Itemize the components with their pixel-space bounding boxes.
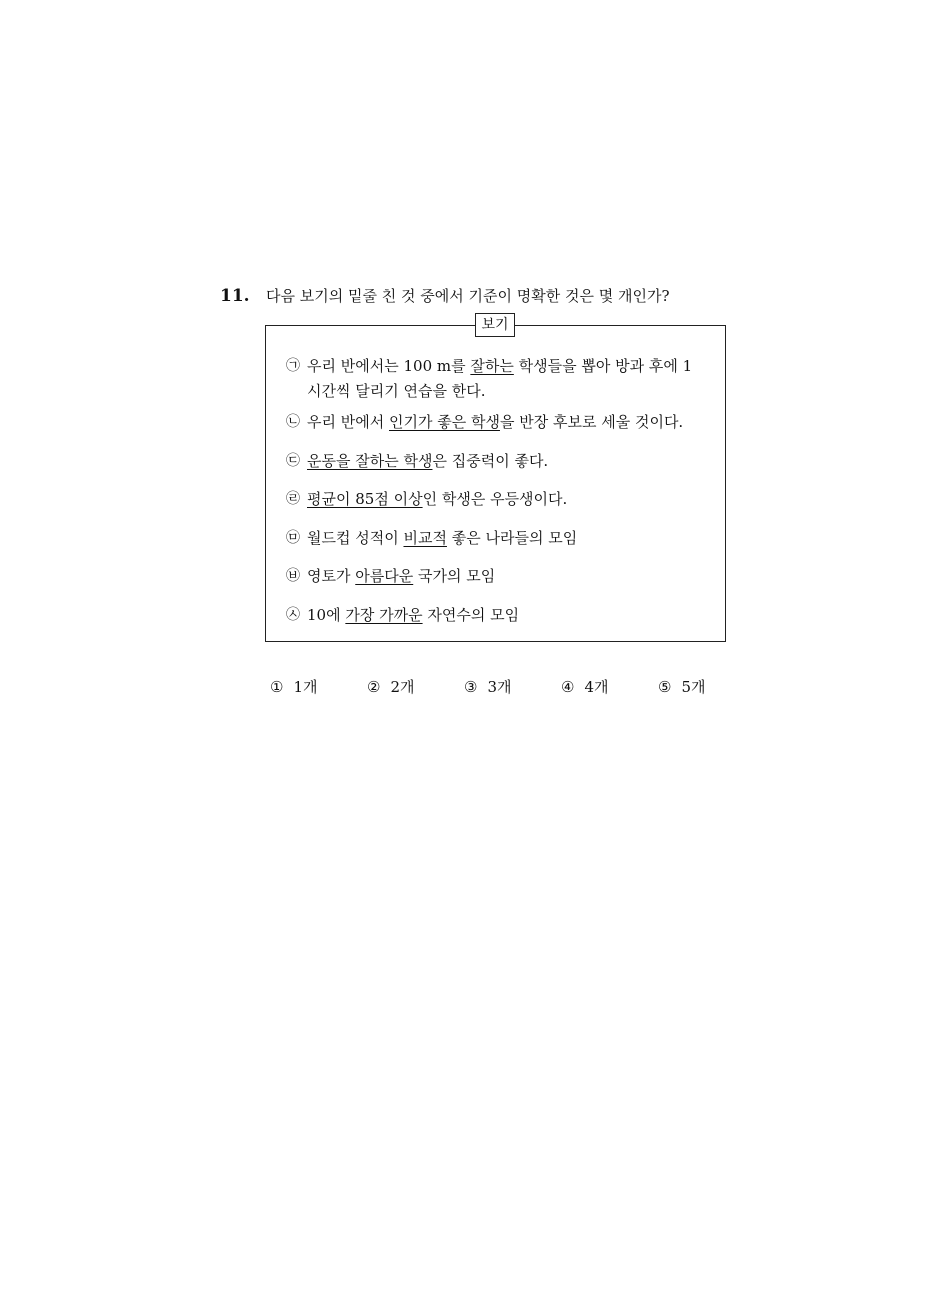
- bogi-item-6: [283, 564, 703, 589]
- choice-number: ③: [464, 678, 478, 696]
- item-line: [307, 449, 727, 474]
- choice-3[interactable]: [464, 675, 512, 699]
- item-text: 영토가: [307, 567, 356, 585]
- item-marker: ㉠: [286, 358, 300, 374]
- question-number: 11.: [220, 286, 250, 306]
- item-text: 좋은 나라들의 모임: [446, 529, 578, 547]
- item-underlined-text: 평균이 85점 이상: [307, 490, 423, 508]
- item-underlined-text: 운동을 잘하는 학생: [307, 452, 433, 470]
- choice-text: 5개: [681, 678, 706, 696]
- item-line: [307, 410, 727, 435]
- bogi-label: 보기: [475, 313, 515, 337]
- item-text: 국가의 모임: [413, 567, 496, 585]
- bogi-item-7: [283, 603, 703, 628]
- item-underlined-text: 잘하는: [470, 357, 514, 375]
- choice-5[interactable]: [658, 675, 706, 699]
- choice-text: 4개: [584, 678, 609, 696]
- item-text: 우리 반에서: [307, 413, 389, 431]
- item-marker: ㉣: [286, 491, 300, 507]
- item-marker: ㉢: [286, 453, 300, 469]
- item-line: [307, 354, 727, 379]
- bogi-item-4: [283, 487, 703, 512]
- item-line: [307, 487, 727, 512]
- choice-number: ①: [270, 678, 284, 696]
- item-marker: ㉤: [286, 530, 300, 546]
- item-text: 인 학생은 우등생이다.: [422, 490, 568, 508]
- question-header: [220, 284, 740, 308]
- item-line: [307, 564, 727, 589]
- item-line: [307, 526, 727, 551]
- item-marker: ㉥: [286, 568, 300, 584]
- item-underlined-text: 가장 가까운: [345, 606, 423, 624]
- item-text: 학생들을 뽑아 방과 후에 1: [513, 357, 693, 375]
- item-marker: ㉦: [286, 607, 300, 623]
- item-line: [307, 603, 727, 628]
- item-text: 자연수의 모임: [422, 606, 520, 624]
- choice-text: 1개: [293, 678, 318, 696]
- item-text: 10에: [307, 606, 346, 624]
- bogi-item-3: [283, 449, 703, 474]
- item-underlined-text: 인기가 좋은 학생: [389, 413, 500, 431]
- item-line: [307, 379, 727, 404]
- choice-text: 2개: [390, 678, 415, 696]
- item-marker: ㉡: [286, 414, 300, 430]
- question-text: 다음 보기의 밑줄 친 것 중에서 기준이 명확한 것은 몇 개인가?: [266, 287, 670, 305]
- choice-2[interactable]: [367, 675, 415, 699]
- bogi-item-2: [283, 410, 703, 435]
- choice-number: ⑤: [658, 678, 672, 696]
- item-text: 우리 반에서는 100 m를: [307, 357, 471, 375]
- choice-1[interactable]: [270, 675, 318, 699]
- item-underlined-text: 아름다운: [355, 567, 414, 585]
- item-underlined-text: 비교적: [403, 529, 447, 547]
- choice-text: 3개: [487, 678, 512, 696]
- item-text: 시간씩 달리기 연습을 한다.: [307, 382, 486, 400]
- bogi-item-5: [283, 526, 703, 551]
- choice-number: ④: [561, 678, 575, 696]
- bogi-item-1: [283, 354, 703, 404]
- choice-4[interactable]: [561, 675, 609, 699]
- item-text: 을 반장 후보로 세울 것이다.: [499, 413, 684, 431]
- choice-number: ②: [367, 678, 381, 696]
- item-text: 은 집중력이 좋다.: [432, 452, 549, 470]
- item-text: 월드컵 성적이: [307, 529, 404, 547]
